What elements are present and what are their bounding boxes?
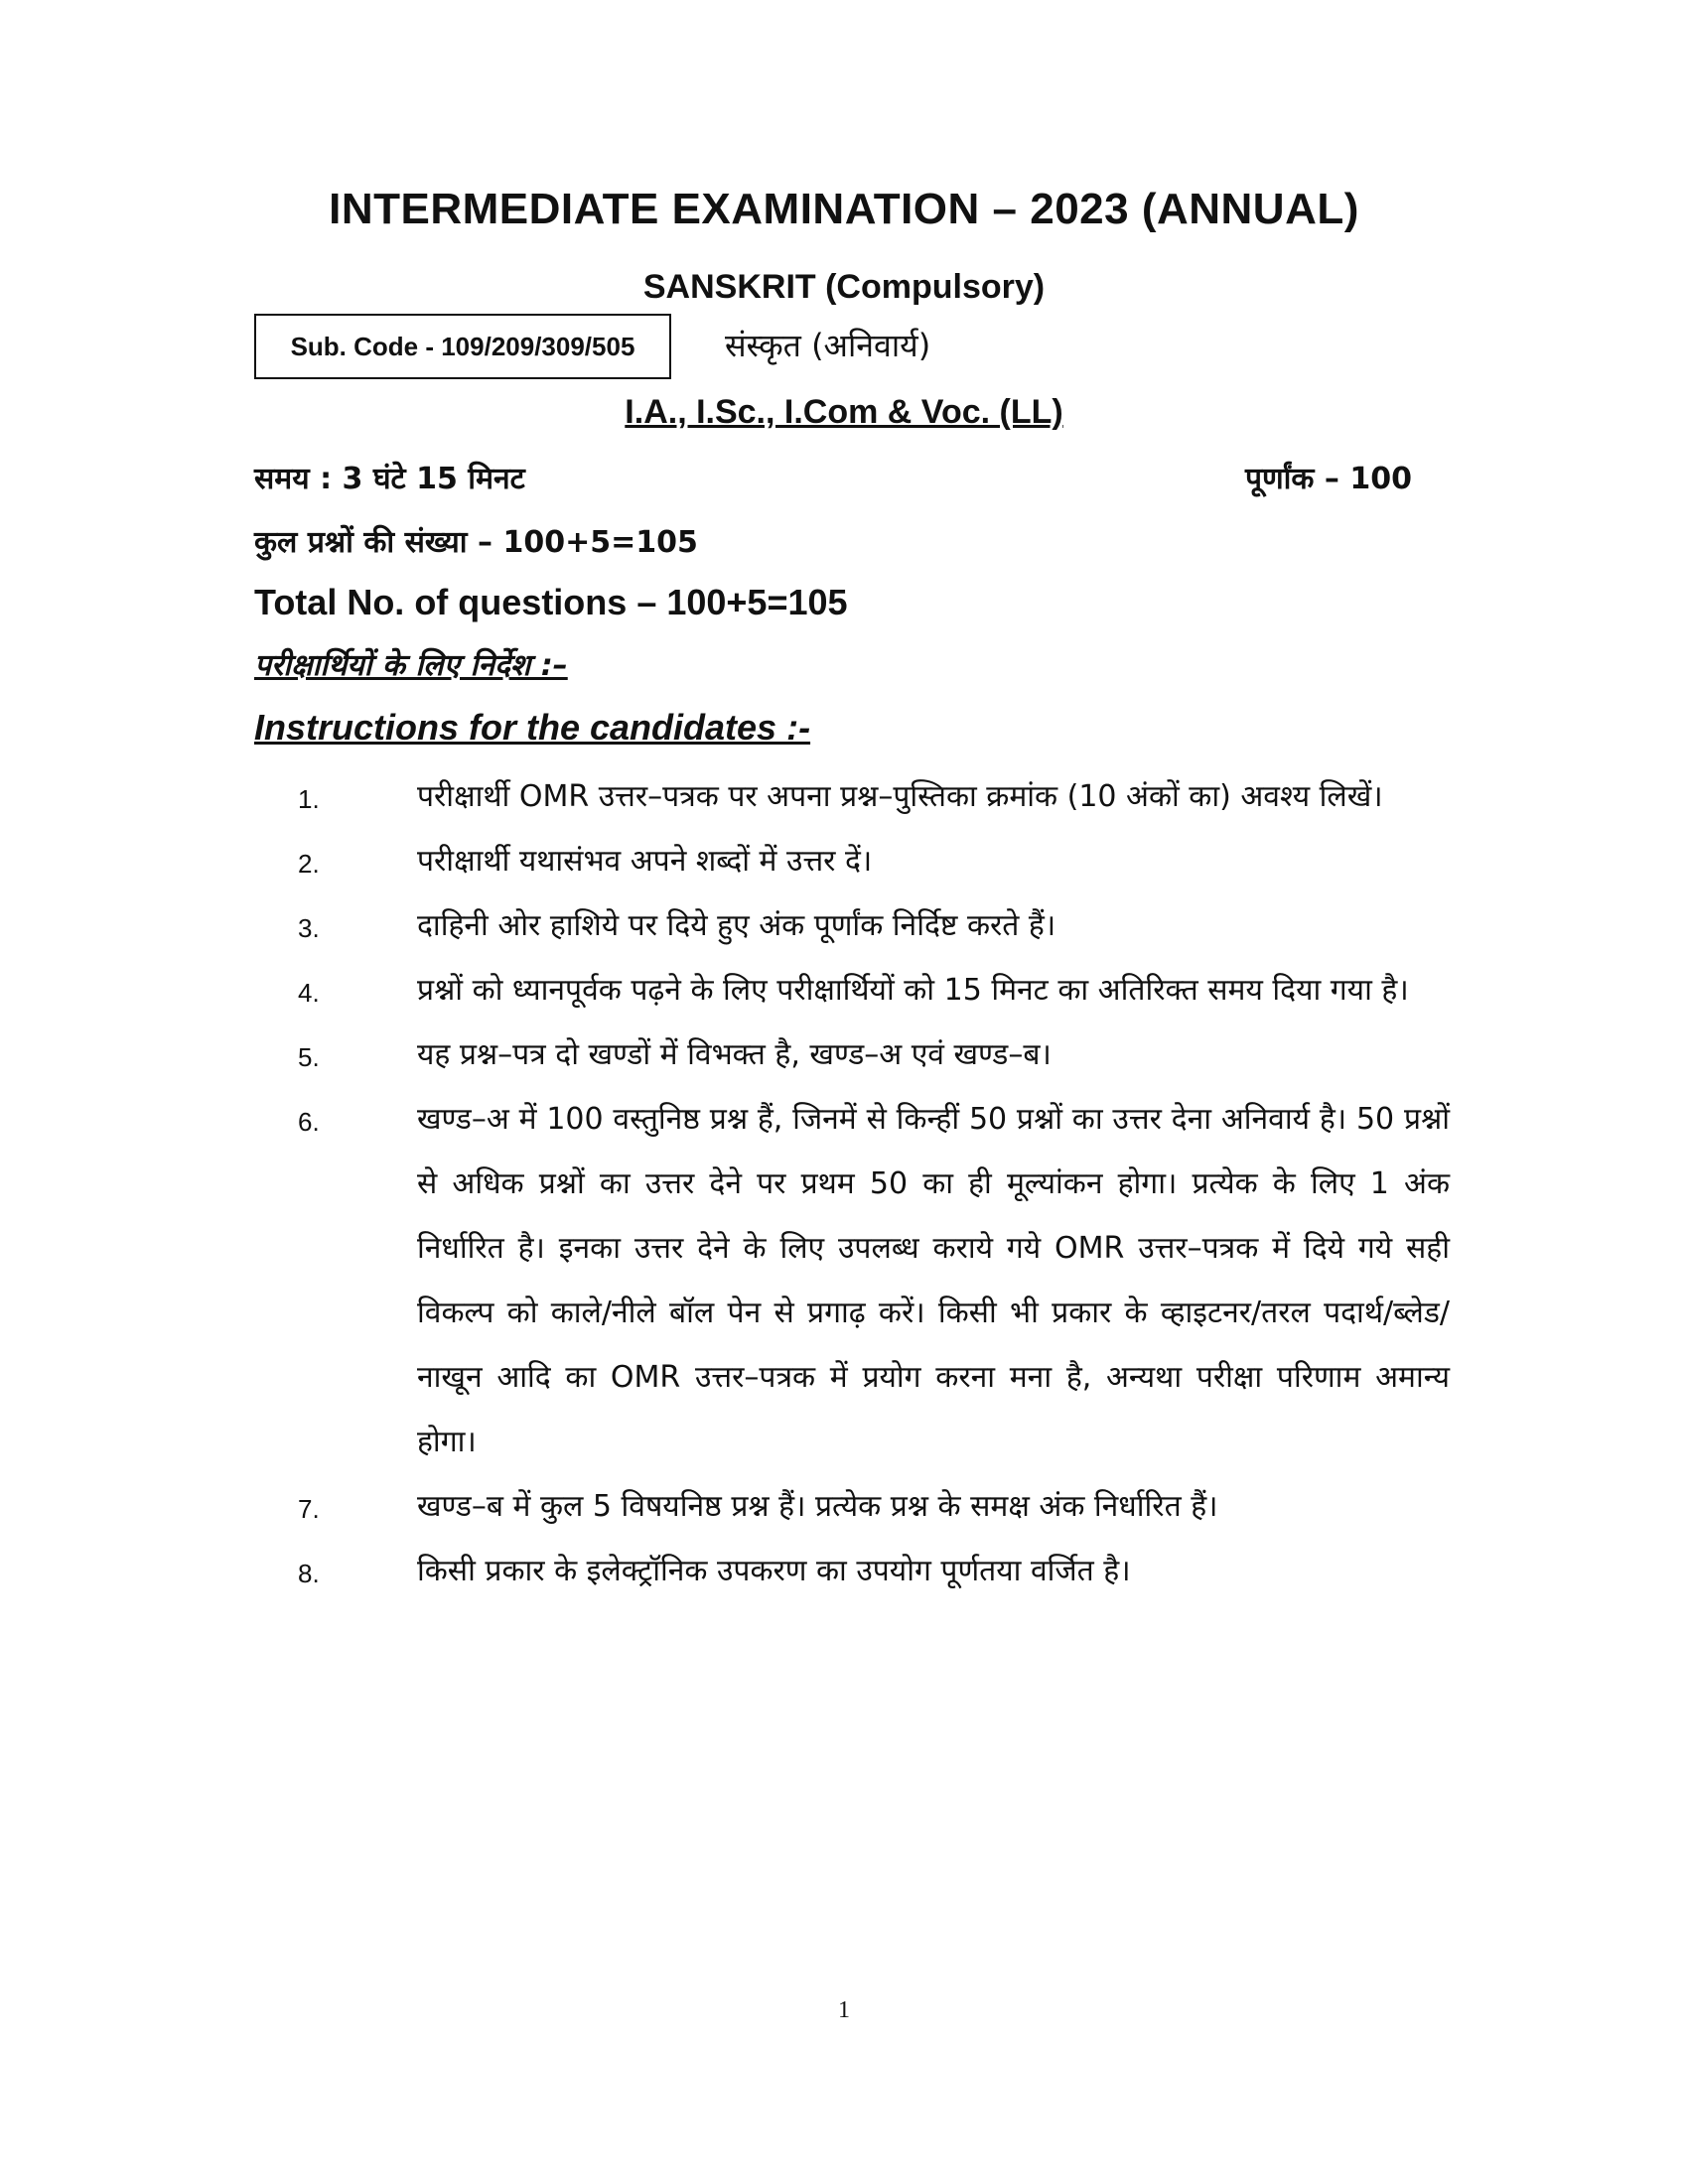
instruction-text: परीक्षार्थी यथासंभव अपने शब्दों में उत्तर दें।: [417, 844, 873, 879]
instruction-item: [298, 1474, 1450, 1539]
instruction-item: [298, 829, 1450, 893]
subject-title-hindi: संस्कृत (अनिवार्य): [725, 327, 931, 364]
instructions-heading-hindi: परीक्षार्थियों के लिए निर्देश :–: [254, 648, 568, 683]
instruction-text: खण्ड–ब में कुल 5 विषयनिष्ठ प्रश्न हैं। प्रत्येक प्रश्न के समक्ष अंक निर्धारित हैं।: [417, 1489, 1218, 1524]
full-marks: पूर्णांक – 100: [1244, 462, 1412, 496]
instruction-text: यह प्रश्न–पत्र दो खण्डों में विभक्त है, खण्ड–अ एवं खण्ड–ब।: [417, 1037, 1052, 1072]
instruction-number: 3.: [298, 913, 320, 943]
instruction-text: परीक्षार्थी OMR उत्तर–पत्रक पर अपना प्रश्न–पुस्तिका क्रमांक (10 अंकों का) अवश्य लिखें।: [417, 779, 1383, 814]
instruction-item: [298, 1087, 1450, 1474]
instruction-number: 8.: [298, 1559, 320, 1588]
instruction-number: 1.: [298, 784, 320, 814]
instruction-item: [298, 893, 1450, 958]
instruction-text: प्रश्नों को ध्यानपूर्वक पढ़ने के लिए परीक्षार्थियों को 15 मिनट का अतिरिक्त समय दिया गया है।: [417, 973, 1409, 1008]
instruction-item: [298, 764, 1450, 829]
total-questions-english: Total No. of questions – 100+5=105: [254, 582, 848, 622]
instruction-text: दाहिनी ओर हाशिये पर दिये हुए अंक पूर्णांक निर्दिष्ट करते हैं।: [417, 908, 1056, 943]
page-number: 1: [838, 1997, 850, 2023]
instruction-item: [298, 1023, 1450, 1087]
instruction-text: किसी प्रकार के इलेक्ट्रॉनिक उपकरण का उपयोग पूर्णतया वर्जित है।: [417, 1554, 1131, 1588]
subject-code: Sub. Code - 109/209/309/505: [290, 331, 635, 361]
instruction-number: 2.: [298, 849, 320, 879]
instruction-number: 4.: [298, 978, 320, 1008]
streams-line: I.A., I.Sc., I.Com & Voc. (LL): [625, 393, 1063, 431]
total-questions-hindi: कुल प्रश्नों की संख्या – 100+5=105: [254, 525, 698, 560]
instruction-text: खण्ड–अ में 100 वस्तुनिष्ठ प्रश्न हैं, जिनमें से किन्हीं 50 प्रश्नों का उत्तर देना अनिवार्य है। 50 प्रश्नों से अधिक प्रश्नों का उत्तर देने पर प्रथम 50 का ही मूल्यांकन होगा। प्रत्येक के लिए 1 अंक निर्धारित है। इनका उत्तर देने के लिए उपलब्ध कराये गये OMR उत्तर–पत्रक में दिये गये सही विकल्प को काले/नीले बॉल पेन से प्रगाढ़ करें। किसी भी प्रकार के व्हाइटनर/तरल पदार्थ/ब्लेड/नाखून आदि का OMR उत्तर–पत्रक में प्रयोग करना मना है, अन्यथा परीक्षा परिणाम अमान्य होगा।: [417, 1102, 1450, 1459]
exam-duration: समय : 3 घंटे 15 मिनट: [254, 462, 525, 496]
subject-code-box: [254, 314, 671, 379]
instruction-number: 7.: [298, 1494, 320, 1524]
instruction-number: 5.: [298, 1042, 320, 1072]
exam-title: INTERMEDIATE EXAMINATION – 2023 (ANNUAL): [329, 185, 1359, 233]
instructions-heading-english: Instructions for the candidates :-: [254, 707, 811, 748]
instruction-item: [298, 1539, 1450, 1603]
subject-title: SANSKRIT (Compulsory): [642, 268, 1046, 306]
instruction-number: 6.: [298, 1107, 320, 1137]
instruction-item: [298, 958, 1450, 1023]
instructions-list: [298, 764, 1450, 1603]
